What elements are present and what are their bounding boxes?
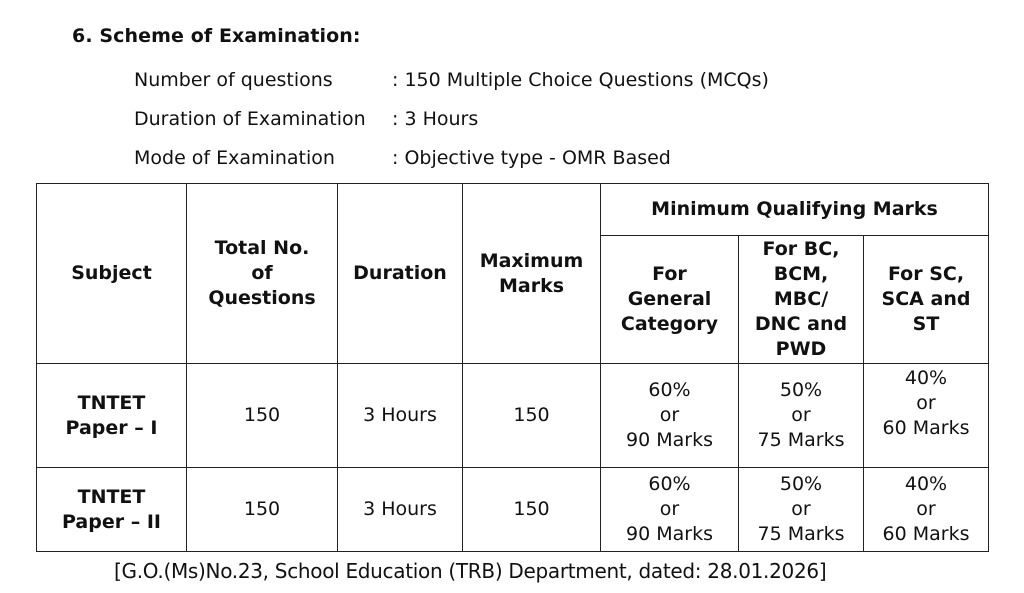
info-label: Duration of Examination [134,108,366,130]
info-value: : Objective type - OMR Based [392,147,671,169]
cell-max-marks: 150 [463,364,601,468]
scheme-table [36,183,989,552]
info-value: : 3 Hours [392,108,479,130]
cell-bc [739,364,864,468]
cell-line: TNTET [77,485,146,508]
header-total-questions [187,184,338,364]
table-row [37,468,989,552]
cell-bc [739,468,864,552]
header-duration: Duration [338,184,463,364]
cell-line: 50% [779,473,823,495]
cell-line: or [791,404,811,426]
info-mode [134,147,671,169]
cell-line: 75 Marks [757,429,845,451]
cell-max-marks: 150 [463,468,601,552]
header-sc [864,236,989,364]
cell-line: 75 Marks [757,523,845,545]
header-line: Total No. [214,237,310,259]
header-max-marks [463,184,601,364]
cell-line: 60% [648,473,691,495]
info-label: Number of questions [134,69,333,91]
table-row [37,364,989,468]
header-line: General [627,288,712,310]
cell-sc [864,468,989,552]
header-subject: Subject [37,184,187,364]
header-line: PWD [775,338,827,360]
cell-line: 90 Marks [626,429,713,451]
cell-total-questions: 150 [187,468,338,552]
cell-line: or [916,498,936,520]
cell-line: 60 Marks [882,417,970,439]
header-general [601,236,739,364]
cell-line: TNTET [77,391,146,414]
cell-line: 60 Marks [882,523,970,545]
cell-total-questions: 150 [187,364,338,468]
section-heading: 6. Scheme of Examination: [72,25,361,47]
header-line: BCM, [773,263,829,285]
header-bc [739,236,864,364]
header-line: Maximum [479,249,584,272]
header-line: MBC/ [773,288,829,310]
cell-line: 60% [648,379,691,401]
cell-line: or [791,498,811,520]
info-number-of-questions [134,69,769,91]
cell-line: 40% [904,473,948,495]
header-line: DNC and [754,313,848,335]
info-value: : 150 Multiple Choice Questions (MCQs) [392,69,769,91]
government-order-reference: [G.O.(Ms)No.23, School Education (TRB) Department, dated: 28.01.2026] [114,559,827,583]
cell-line: Paper – II [62,510,161,533]
header-line: For [652,263,687,285]
header-line: ST [912,313,940,335]
cell-line: 40% [904,367,948,389]
cell-line: 50% [779,379,823,401]
cell-line: 90 Marks [626,523,713,545]
cell-subject [37,468,187,552]
cell-line: or [659,498,680,520]
cell-subject [37,364,187,468]
cell-duration: 3 Hours [338,468,463,552]
cell-general [601,364,739,468]
header-line: Questions [208,287,316,309]
cell-line: or [659,404,680,426]
info-duration [134,108,479,130]
header-line: of [251,262,273,284]
header-min-qualifying: Minimum Qualifying Marks [601,184,989,236]
cell-line: Paper – I [65,416,158,439]
cell-line: or [916,392,936,414]
header-line: For SC, [887,263,965,285]
header-line: For BC, [762,238,840,260]
info-label: Mode of Examination [134,147,335,169]
cell-duration: 3 Hours [338,364,463,468]
cell-sc [864,364,989,468]
header-line: Category [620,313,719,335]
header-line: SCA and [881,288,971,310]
cell-general [601,468,739,552]
header-row-1 [37,184,989,236]
header-line: Marks [498,274,565,297]
